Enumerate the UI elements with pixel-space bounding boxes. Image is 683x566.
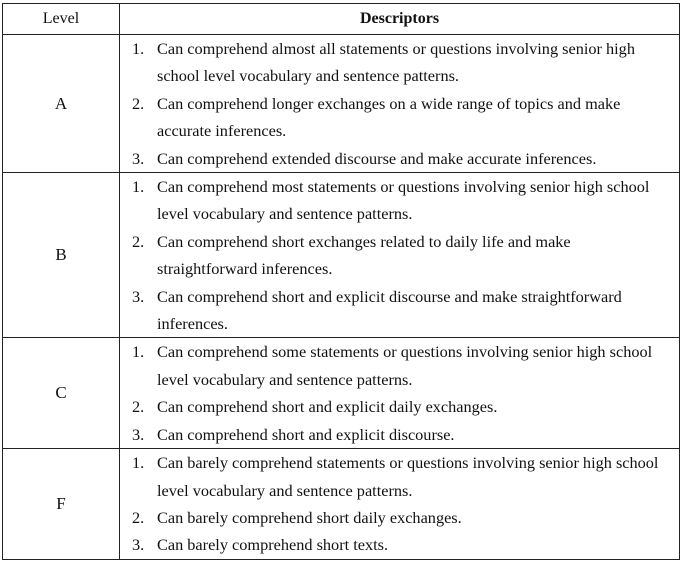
descriptor-cell	[120, 338, 680, 449]
item-text: Can comprehend short and explicit daily exchanges.	[157, 397, 498, 417]
descriptors-column-header: Descriptors	[120, 4, 680, 35]
item-number: 1.	[132, 342, 145, 362]
item-number: 2.	[132, 231, 145, 251]
level-cell: C	[3, 338, 120, 449]
descriptor-item	[120, 449, 679, 504]
descriptor-item	[120, 145, 679, 172]
item-number: 2.	[132, 507, 145, 527]
descriptor-list	[120, 338, 679, 448]
item-text: Can barely comprehend statements or questions involving senior high school level vocabulary and sentence patterns.	[157, 453, 659, 500]
level-descriptors-table	[2, 3, 680, 560]
level-cell: F	[3, 449, 120, 560]
table-row	[3, 338, 680, 449]
descriptor-cell	[120, 35, 680, 173]
descriptor-item	[120, 35, 679, 90]
item-number: 2.	[132, 93, 145, 113]
level-column-header: Level	[3, 4, 120, 35]
item-number: 1.	[132, 453, 145, 473]
descriptor-list	[120, 449, 679, 559]
descriptor-item	[120, 90, 679, 145]
descriptor-list	[120, 173, 679, 337]
descriptor-item	[120, 338, 679, 393]
descriptor-item	[120, 393, 679, 420]
item-text: Can comprehend some statements or questions involving senior high school level vocabulary and sentence patterns.	[157, 342, 653, 389]
item-number: 3.	[132, 286, 145, 306]
item-text: Can barely comprehend short texts.	[157, 535, 389, 555]
descriptor-list	[120, 35, 679, 172]
descriptor-item	[120, 531, 679, 558]
descriptor-item	[120, 173, 679, 228]
item-number: 3.	[132, 535, 145, 555]
item-number: 2.	[132, 397, 145, 417]
table-header-row	[3, 4, 680, 35]
item-number: 1.	[132, 39, 145, 58]
table-row	[3, 35, 680, 173]
item-text: Can comprehend short and explicit discourse and make straightforward inferences.	[157, 286, 622, 334]
level-cell: B	[3, 173, 120, 338]
descriptor-cell	[120, 173, 680, 338]
descriptor-cell	[120, 449, 680, 560]
descriptor-item	[120, 283, 679, 338]
item-text: Can barely comprehend short daily exchanges.	[157, 507, 462, 527]
item-text: Can comprehend longer exchanges on a wide range of topics and make accurate inferences.	[157, 93, 621, 141]
item-text: Can comprehend short exchanges related to daily life and make straightforward inferences.	[157, 231, 571, 279]
item-text: Can comprehend most statements or questions involving senior high school level vocabulary and sentence patterns.	[157, 177, 650, 224]
descriptor-item	[120, 421, 679, 448]
item-text: Can comprehend short and explicit discourse.	[157, 424, 455, 444]
item-number: 1.	[132, 177, 145, 197]
item-number: 3.	[132, 148, 145, 168]
table-row	[3, 173, 680, 338]
item-text: Can comprehend extended discourse and make accurate inferences.	[157, 148, 597, 168]
level-cell: A	[3, 35, 120, 173]
item-number: 3.	[132, 424, 145, 444]
descriptor-item	[120, 504, 679, 531]
table-row	[3, 449, 680, 560]
item-text: Can comprehend almost all statements or questions involving senior high school level vocabulary and sentence patterns.	[157, 39, 635, 86]
descriptor-item	[120, 228, 679, 283]
